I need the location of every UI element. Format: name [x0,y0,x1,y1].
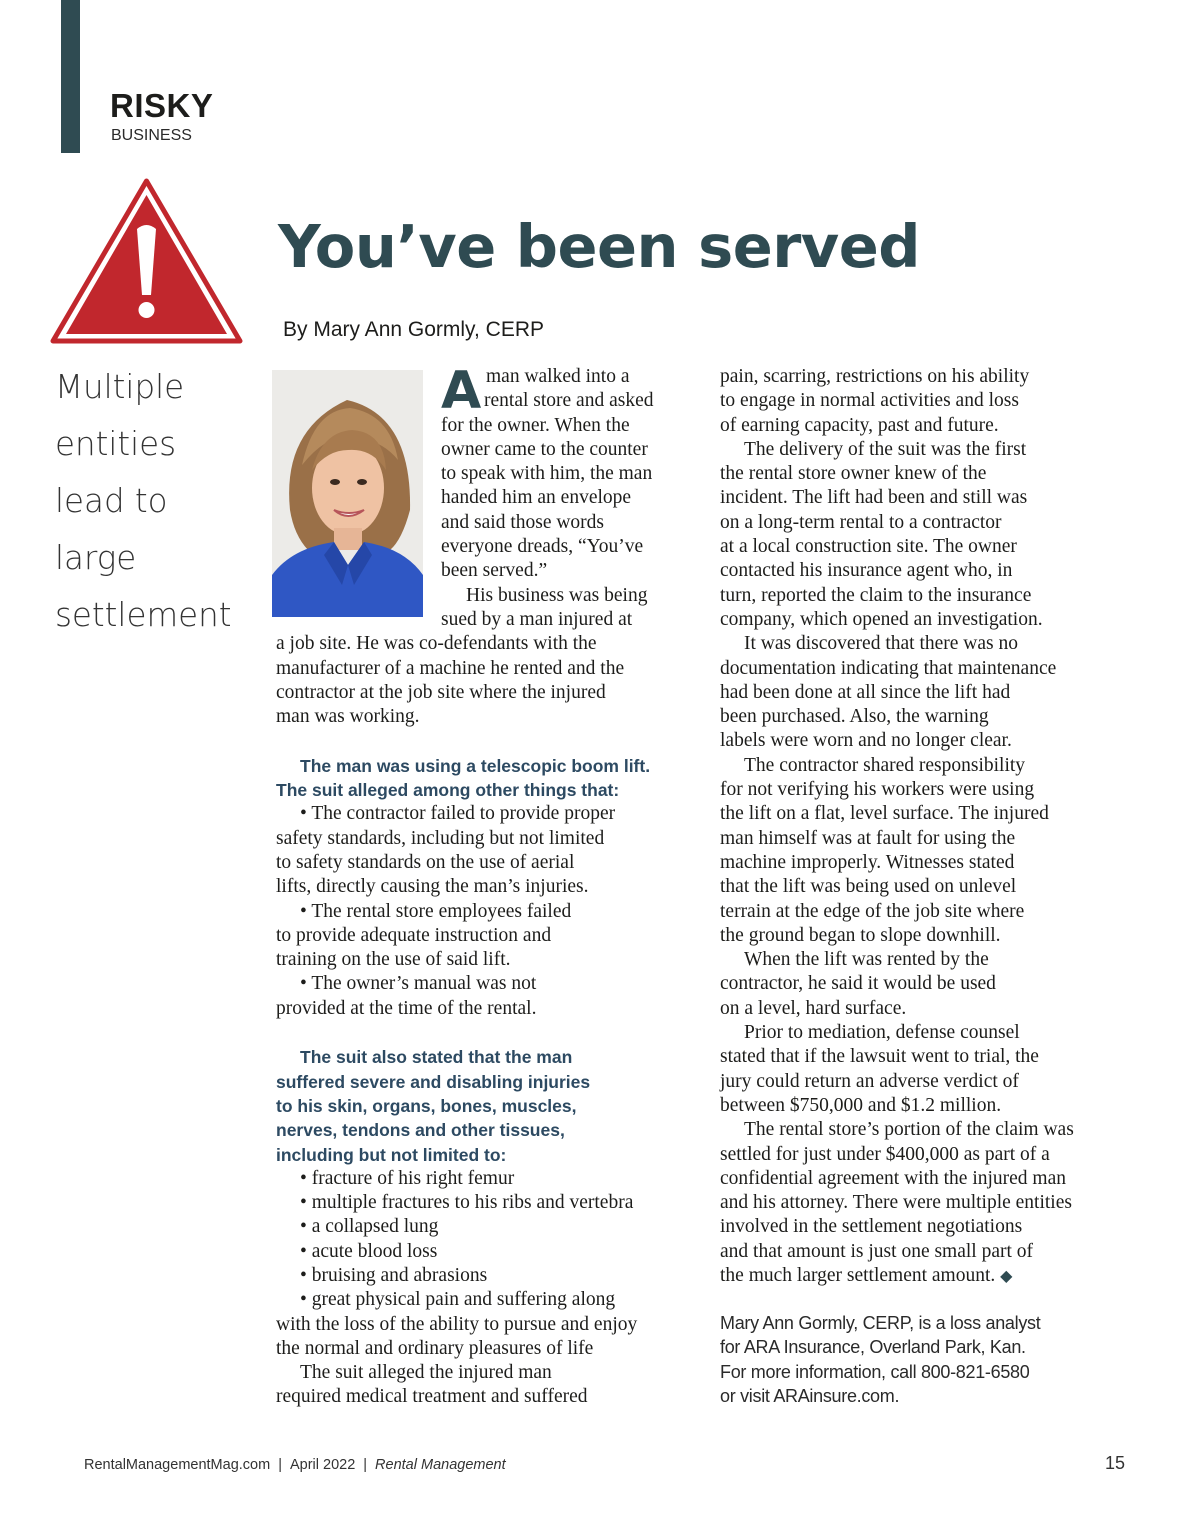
end-mark-icon: ◆ [1000,1265,1013,1285]
body-line: When the lift was rented by the [744,949,989,971]
body-line: for the owner. When the [441,414,630,436]
body-line: to safety standards on the use of aerial [276,851,575,873]
footer-publication: Rental Management [375,1457,506,1473]
body-line: been purchased. Also, the warning [720,706,989,728]
body-line: and said those words [441,511,605,533]
bullet-line: • a collapsed lung [300,1216,439,1238]
subhead-line: suffered severe and disabling injuries [276,1071,591,1092]
subhead-line: including but not limited to: [276,1144,507,1165]
body-line: The contractor shared responsibility [744,754,1026,776]
body-line: that the lift was being used on unlevel [720,876,1017,898]
section-subtitle: BUSINESS [111,127,192,144]
body-line: on a long-term rental to a contractor [720,511,1002,533]
body-line: rental store and asked [484,390,654,412]
section-title: RISKY [110,87,214,124]
author-bio [720,1311,1040,1408]
byline: By Mary Ann Gormly, CERP [283,318,545,341]
body-line: terrain at the edge of the job site where [720,900,1025,922]
headline: You’ve been served [278,212,921,281]
body-line: and his attorney. There were multiple entities [720,1192,1072,1214]
body-line: the rental store owner knew of the [720,463,987,485]
body-line: lifts, directly causing the man’s injuries. [276,876,589,898]
bio-line: for ARA Insurance, Overland Park, Kan. [720,1337,1026,1358]
article-column-right [720,365,1130,1288]
footer-date: April 2022 [289,1457,356,1473]
body-line: on a level, hard surface. [720,997,907,1019]
body-line: turn, reported the claim to the insurance [720,584,1032,606]
body-line: the much larger settlement amount. [720,1264,996,1286]
body-line: man was working. [276,706,420,728]
body-line: contractor, he said it would be used [720,973,996,995]
page-number: 15 [1105,1453,1126,1473]
body-line: of earning capacity, past and future. [720,414,999,436]
body-line: manufacturer of a machine he rented and the [276,657,625,679]
body-line: safety standards, including but not limited [276,827,605,849]
pull-quote-line: settlement [55,596,232,634]
footer-separator: | [363,1457,368,1473]
body-line: between $750,000 and $1.2 million. [720,1094,1002,1116]
body-line: It was discovered that there was no [744,633,1018,655]
body-line: had been done at all since the lift had [720,681,1011,703]
body-line: involved in the settlement negotiations [720,1216,1023,1238]
section-accent-bar [61,0,80,153]
body-line: been served.” [441,560,548,582]
body-line: contacted his insurance agent who, in [720,560,1013,582]
body-line: the normal and ordinary pleasures of life [276,1337,594,1359]
bullet-line: • great physical pain and suffering along [300,1289,616,1311]
body-line: The rental store’s portion of the claim was [744,1119,1074,1141]
body-line: confidential agreement with the injured man [720,1167,1067,1189]
body-line: for not verifying his workers were using [720,779,1035,801]
body-line: documentation indicating that maintenance [720,657,1057,679]
bullet-line: • bruising and abrasions [300,1264,488,1286]
body-line: His business was being [466,584,648,606]
subhead-line: nerves, tendons and other tissues, [276,1120,565,1141]
bullet-line: • fracture of his right femur [300,1167,515,1189]
body-line: owner came to the counter [441,438,648,460]
body-line: jury could return an adverse verdict of [720,1070,1019,1092]
bullet-line: • acute blood loss [300,1240,438,1262]
body-line: settled for just under $400,000 as part of a [720,1143,1050,1165]
body-line: labels were worn and no longer clear. [720,730,1012,752]
body-line: required medical treatment and suffered [276,1386,588,1408]
subhead-line: to his skin, organs, bones, muscles, [276,1095,577,1116]
bullet-line: • multiple fractures to his ribs and vertebra [300,1192,634,1214]
body-line: everyone dreads, “You’ve [441,536,644,558]
body-line: sued by a man injured at [441,608,633,630]
body-line: to provide adequate instruction and [276,924,552,946]
bullet-line: • The contractor failed to provide proper [300,803,616,825]
body-line: The suit alleged the injured man [300,1362,552,1384]
pull-quote [55,359,255,644]
body-line-last [720,1264,1130,1288]
bullet-line: • The rental store employees failed [300,900,572,922]
body-line: pain, scarring, restrictions on his ability [720,366,1030,387]
body-line: with the loss of the ability to pursue and enjoy [276,1313,638,1335]
body-line: at a local construction site. The owner [720,536,1017,558]
pull-quote-line: entities [55,425,177,463]
footer-separator: | [278,1457,282,1473]
warning-triangle-icon [49,177,244,347]
subhead-line: The man was using a telescopic boom lift. [300,755,651,776]
body-line: The delivery of the suit was the first [744,438,1027,460]
body-line: man himself was at fault for using the [720,827,1016,849]
body-line: training on the use of said lift. [276,949,511,971]
article-column-left [276,361,696,1410]
body-line: man walked into a [486,366,630,387]
page-footer [84,1457,506,1473]
body-line: contractor at the job site where the injured [276,681,606,703]
body-line: Prior to mediation, defense counsel [744,1022,1020,1044]
subhead-line: The suit also stated that the man [300,1047,573,1068]
footer-site: RentalManagementMag.com [84,1457,271,1473]
body-line: handed him an envelope [441,487,632,509]
pull-quote-line: Multiple [55,368,185,406]
body-line: the ground began to slope downhill. [720,924,1001,946]
bio-line: or visit ARAinsure.com. [720,1385,900,1406]
bio-line: For more information, call 800-821-6580 [720,1361,1030,1382]
body-line: to speak with him, the man [441,463,653,485]
bio-line: Mary Ann Gormly, CERP, is a loss analyst [720,1313,1041,1333]
body-line: a job site. He was co-defendants with the [276,633,597,655]
pull-quote-line: large [55,539,137,577]
body-line: and that amount is just one small part of [720,1240,1034,1262]
body-line: provided at the time of the rental. [276,997,537,1019]
body-line: to engage in normal activities and loss [720,390,1019,412]
body-line: machine improperly. Witnesses stated [720,851,1015,873]
pull-quote-line: lead to [55,482,168,520]
body-line: incident. The lift had been and still was [720,487,1028,509]
body-line: the lift on a flat, level surface. The injured [720,803,1049,825]
bullet-line: • The owner’s manual was not [300,973,537,995]
drop-cap: A [441,361,482,421]
body-line: stated that if the lawsuit went to trial, the [720,1046,1039,1068]
subhead-line: The suit alleged among other things that: [276,780,620,801]
body-line: company, which opened an investigation. [720,608,1043,630]
